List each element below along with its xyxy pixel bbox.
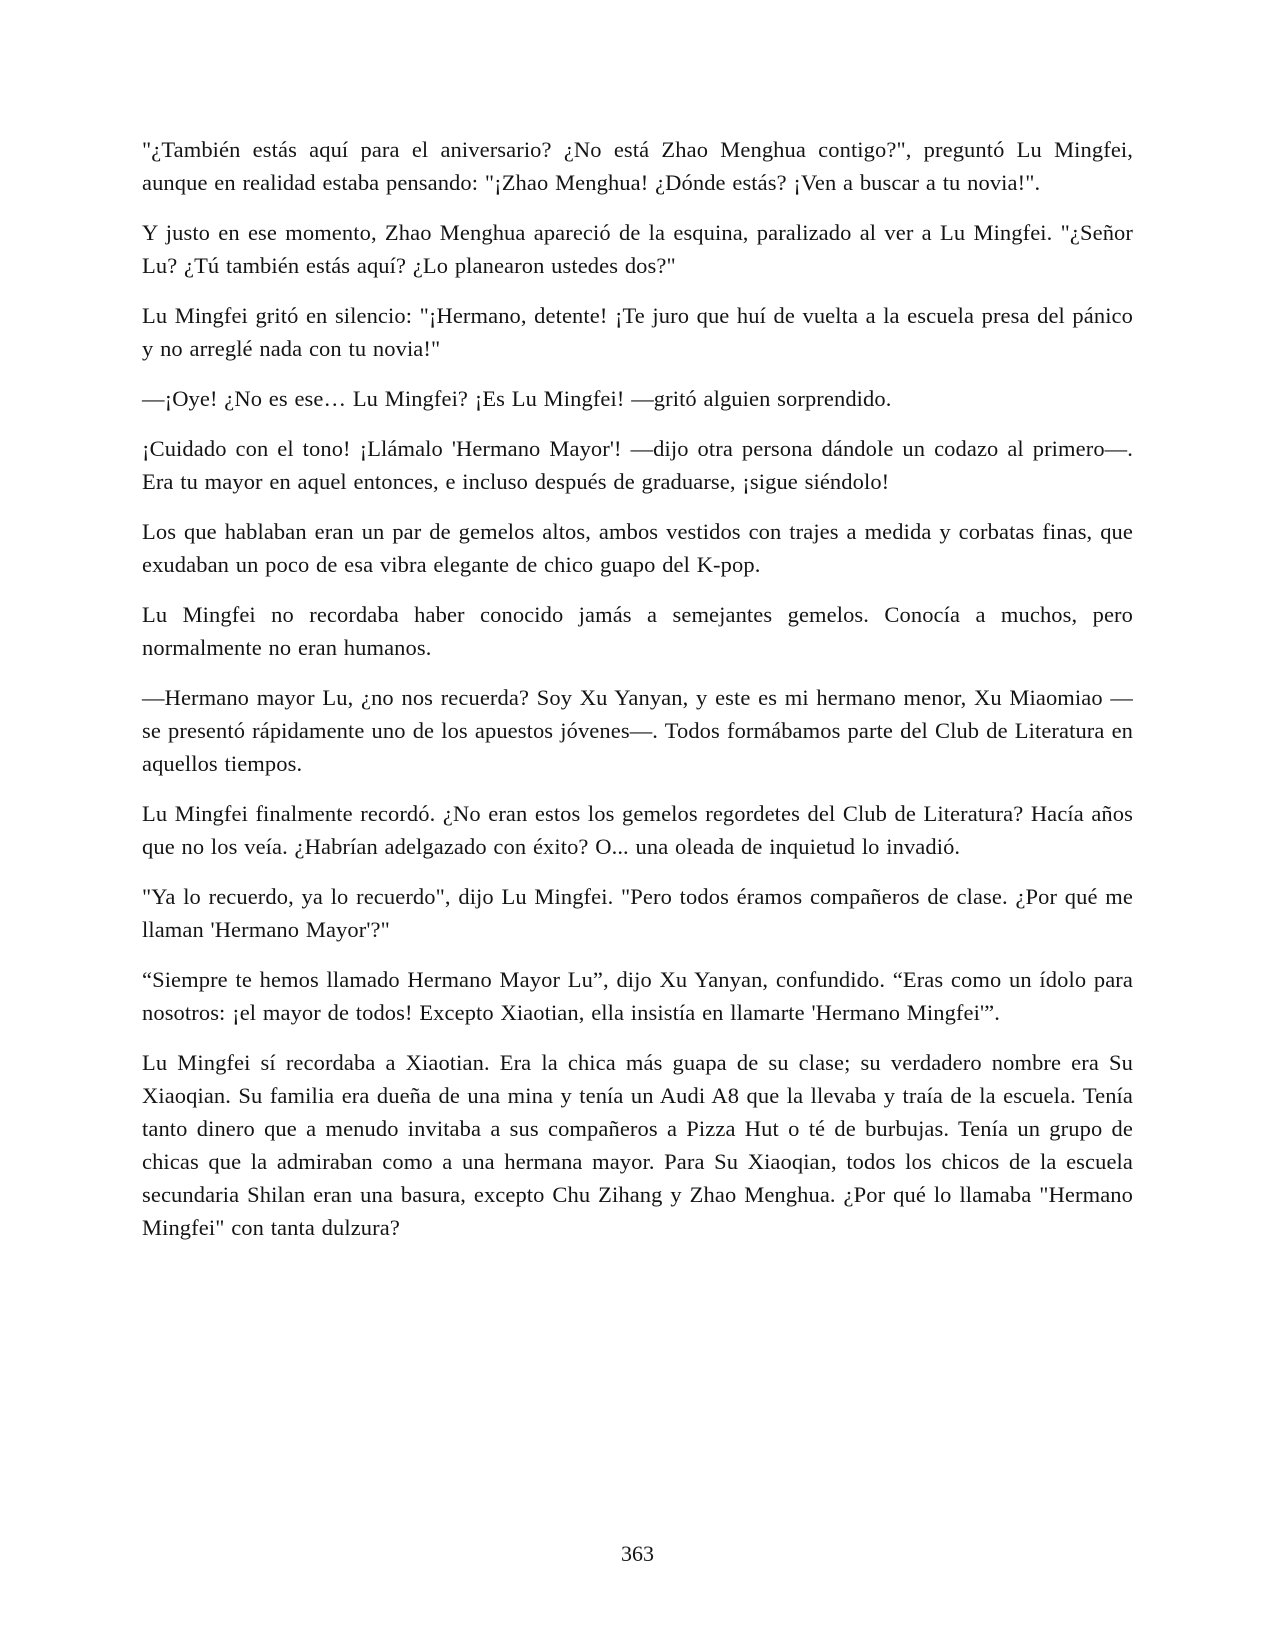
paragraph: Y justo en ese momento, Zhao Menghua apareció de la esquina, paralizado al ver a Lu Mingfei. "¿Señor Lu? ¿Tú también estás aquí? ¿Lo planearon ustedes dos?" bbox=[142, 220, 1133, 278]
paragraph: “Siempre te hemos llamado Hermano Mayor Lu”, dijo Xu Yanyan, confundido. “Eras como un ídolo para nosotros: ¡el mayor de todos! Excepto Xiaotian, ella insistía en llamarte 'Hermano Mingfei'”. bbox=[142, 967, 1133, 1025]
paragraph: Lu Mingfei finalmente recordó. ¿No eran estos los gemelos regordetes del Club de Literatura? Hacía años que no los veía. ¿Habrían adelgazado con éxito? O... una oleada de inquietud lo invadió. bbox=[142, 801, 1133, 859]
paragraph: —Hermano mayor Lu, ¿no nos recuerda? Soy Xu Yanyan, y este es mi hermano menor, Xu Miaomiao —se presentó rápidamente uno de los apuestos jóvenes—. Todos formábamos parte del Club de Literatura en aquellos tiempos. bbox=[142, 685, 1133, 776]
paragraph: Lu Mingfei sí recordaba a Xiaotian. Era la chica más guapa de su clase; su verdadero nombre era Su Xiaoqian. Su familia era dueña de una mina y tenía un Audi A8 que la llevaba y traía de la escuela. Tenía tanto dinero que a menudo invitaba a sus compañeros a Pizza Hut o té de burbujas. Tenía un grupo de chicas que la admiraban como a una hermana mayor. Para Su Xiaoqian, todos los chicos de la escuela secundaria Shilan eran una basura, excepto Chu Zihang y Zhao Menghua. ¿Por qué lo llamaba "Hermano Mingfei" con tanta dulzura? bbox=[142, 1050, 1133, 1240]
page-number: 363 bbox=[621, 1541, 654, 1566]
text-block bbox=[142, 133, 1133, 1261]
paragraph: "Ya lo recuerdo, ya lo recuerdo", dijo Lu Mingfei. "Pero todos éramos compañeros de clase. ¿Por qué me llaman 'Hermano Mayor'?" bbox=[142, 884, 1133, 942]
paragraph: "¿También estás aquí para el aniversario? ¿No está Zhao Menghua contigo?", preguntó Lu Mingfei, aunque en realidad estaba pensando: "¡Zhao Menghua! ¿Dónde estás? ¡Ven a buscar a tu novia!". bbox=[142, 137, 1133, 195]
paragraph: —¡Oye! ¿No es ese… Lu Mingfei? ¡Es Lu Mingfei! —gritó alguien sorprendido. bbox=[142, 386, 892, 411]
paragraph: Los que hablaban eran un par de gemelos altos, ambos vestidos con trajes a medida y corbatas finas, que exudaban un poco de esa vibra elegante de chico guapo del K-pop. bbox=[142, 519, 1133, 577]
paragraph: Lu Mingfei gritó en silencio: "¡Hermano, detente! ¡Te juro que huí de vuelta a la escuela presa del pánico y no arreglé nada con tu novia!" bbox=[142, 303, 1133, 361]
paragraph: Lu Mingfei no recordaba haber conocido jamás a semejantes gemelos. Conocía a muchos, pero normalmente no eran humanos. bbox=[142, 602, 1133, 660]
paragraph: ¡Cuidado con el tono! ¡Llámalo 'Hermano Mayor'! —dijo otra persona dándole un codazo al primero—. Era tu mayor en aquel entonces, e incluso después de graduarse, ¡sigue siéndolo! bbox=[142, 436, 1133, 494]
